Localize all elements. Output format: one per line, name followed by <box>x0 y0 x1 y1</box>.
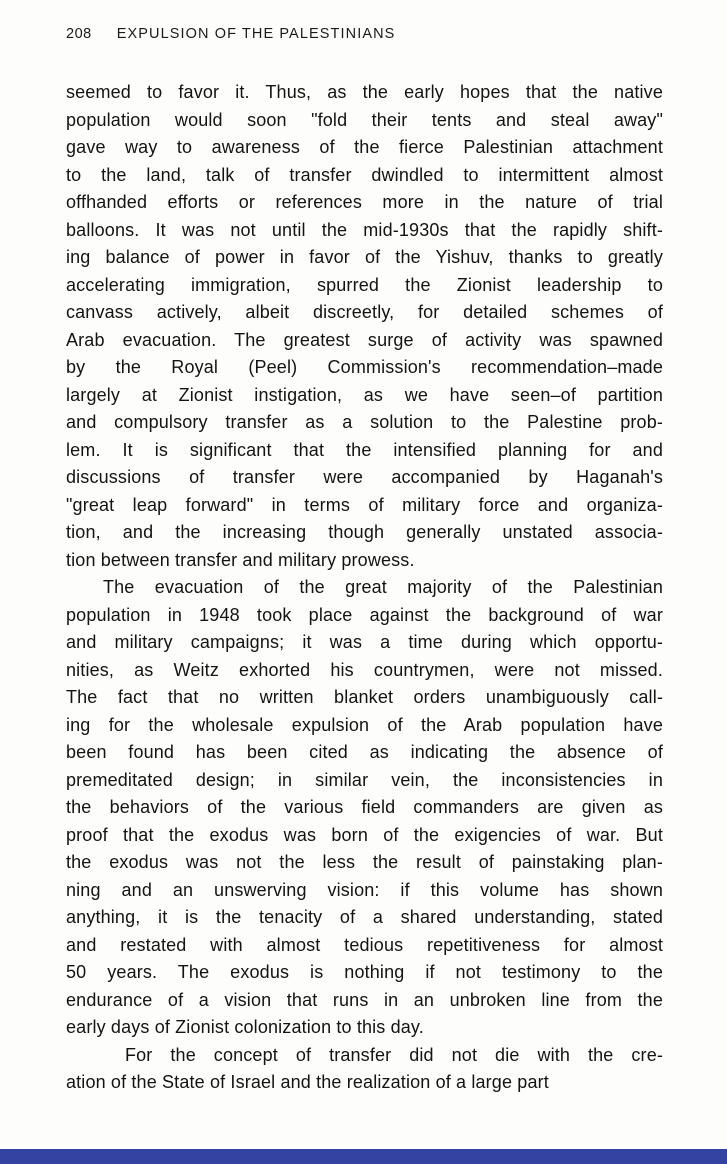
paragraph <box>66 79 663 574</box>
text-line: discussions of transfer were accompanied by Haganah's <box>66 467 663 487</box>
paragraph <box>66 574 663 1042</box>
text-line: Arab evacuation. The greatest surge of activity was spawned <box>66 329 663 350</box>
text-line: population would soon "fold their tents and steal away" <box>66 109 663 130</box>
paragraph <box>66 1042 663 1097</box>
text-line: 50 years. The exodus is nothing if not testimony to the <box>66 962 663 982</box>
text-line: by the Royal (Peel) Commission's recommendation–made <box>66 357 663 377</box>
text-line: proof that the exodus was born of the exigencies of war. But <box>66 824 663 845</box>
text-line: tion, and the increasing though generally unstated associa- <box>66 522 663 542</box>
text-line: seemed to favor it. Thus, as the early hopes that the native <box>66 82 663 102</box>
text-line: and compulsory transfer as a solution to the Palestine prob- <box>66 412 663 432</box>
text-line: premeditated design; in similar vein, the inconsistencies in <box>66 769 663 790</box>
text-line: anything, it is the tenacity of a shared understanding, stated <box>66 907 663 927</box>
text-line: "great leap forward" in terms of military force and organiza- <box>66 494 663 515</box>
text-line: accelerating immigration, spurred the Zionist leadership to <box>66 274 663 295</box>
text-line: ing for the wholesale expulsion of the Arab population have <box>66 714 663 735</box>
text-line: offhanded efforts or references more in the nature of trial <box>66 192 663 212</box>
text-line: tion between transfer and military prowess. <box>66 549 415 570</box>
text-line: the behaviors of the various field commanders are given as <box>66 797 663 817</box>
page-number: 208 <box>66 26 92 42</box>
text-line: largely at Zionist instigation, as we have seen–of partition <box>66 384 663 405</box>
text-line: balloons. It was not until the mid-1930s that the rapidly shift- <box>66 219 663 240</box>
text-line: ning and an unswerving vision: if this volume has shown <box>66 879 663 900</box>
text-line: For the concept of transfer did not die with the cre- <box>125 1044 663 1065</box>
text-line: been found has been cited as indicating the absence of <box>66 742 663 762</box>
text-line: to the land, talk of transfer dwindled to intermittent almost <box>66 164 663 185</box>
text-line: and military campaigns; it was a time during which opportu- <box>66 632 663 652</box>
body-text <box>66 79 663 1097</box>
text-line: lem. It is significant that the intensified planning for and <box>66 439 663 460</box>
text-line: ation of the State of Israel and the realization of a large part <box>66 1072 549 1092</box>
text-line: ing balance of power in favor of the Yishuv, thanks to greatly <box>66 247 663 267</box>
text-line: The evacuation of the great majority of the Palestinian <box>103 577 663 597</box>
page-header <box>66 26 395 42</box>
text-line: the exodus was not the less the result of painstaking plan- <box>66 852 663 872</box>
text-line: endurance of a vision that runs in an unbroken line from the <box>66 989 663 1010</box>
text-line: nities, as Weitz exhorted his countrymen, were not missed. <box>66 659 663 680</box>
text-line: early days of Zionist colonization to this day. <box>66 1017 424 1037</box>
text-line: and restated with almost tedious repetitiveness for almost <box>66 934 663 955</box>
text-line: canvass actively, albeit discreetly, for detailed schemes of <box>66 302 663 322</box>
scanner-strip-bar <box>0 1149 727 1164</box>
running-title: EXPULSION OF THE PALESTINIANS <box>116 26 396 42</box>
text-line: The fact that no written blanket orders unambiguously call- <box>66 687 663 707</box>
text-line: gave way to awareness of the fierce Palestinian attachment <box>66 137 663 157</box>
text-line: population in 1948 took place against the background of war <box>66 604 663 625</box>
